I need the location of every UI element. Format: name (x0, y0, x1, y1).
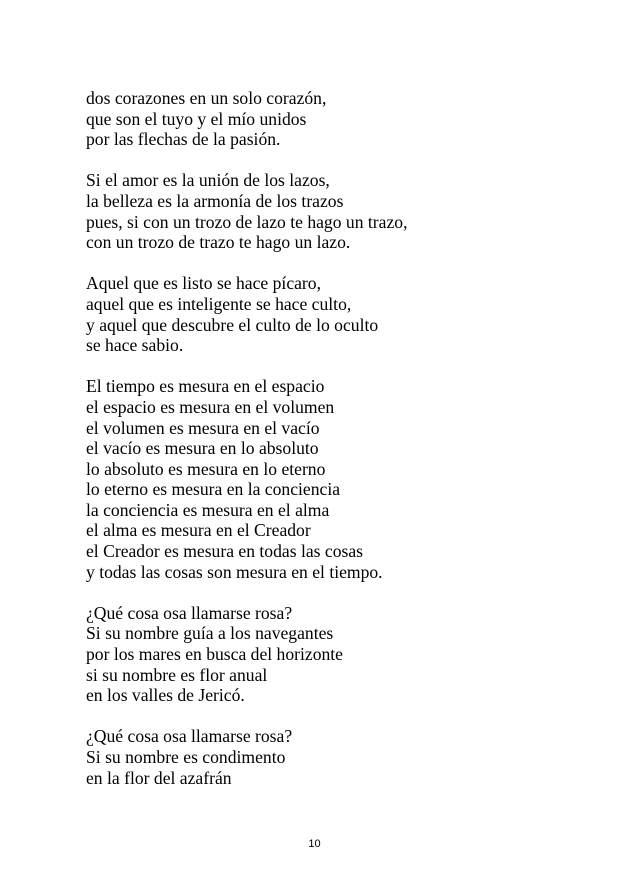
poem-line: El tiempo es mesura en el espacio (86, 376, 325, 397)
poem-line: si su nombre es flor anual (86, 664, 268, 685)
poem-line: en los valles de Jericó. (86, 685, 245, 706)
poem-line: dos corazones en un solo corazón, (86, 88, 327, 108)
stanza-2 (86, 170, 606, 252)
poem-body (86, 88, 606, 788)
stanza-4 (86, 376, 606, 582)
poem-line: el espacio es mesura en el volumen (86, 396, 335, 417)
stanza-1 (86, 88, 606, 150)
poem-line: en la flor del azafrán (86, 767, 232, 788)
poem-line: el alma es mesura en el Creador (86, 520, 311, 541)
poem-line: lo eterno es mesura en la conciencia (86, 479, 341, 500)
poem-line: la belleza es la armonía de los trazos (86, 190, 344, 211)
poem-line: el Creador es mesura en todas las cosas (86, 541, 364, 562)
poem-line: aquel que es inteligente se hace culto, (86, 293, 352, 314)
stanza-5 (86, 603, 606, 706)
poem-line: el vacío es mesura en lo absoluto (86, 438, 319, 459)
poem-line: Si el amor es la unión de los lazos, (86, 170, 330, 191)
page-number: 10 (308, 838, 321, 850)
poem-line: ¿Qué cosa osa llamarse rosa? (86, 602, 293, 623)
poem-line: pues, si con un trozo de lazo te hago un trazo, (86, 211, 408, 232)
poem-line: la conciencia es mesura en el alma (86, 499, 330, 520)
poem-line: el volumen es mesura en el vacío (86, 417, 320, 438)
poem-line: y aquel que descubre el culto de lo oculto (86, 314, 379, 335)
poem-line: se hace sabio. (86, 335, 184, 356)
poem-line: que son el tuyo y el mío unidos (86, 108, 307, 129)
poem-line: por las flechas de la pasión. (86, 129, 281, 150)
poem-line: Aquel que es listo se hace pícaro, (86, 273, 321, 294)
stanza-6 (86, 726, 606, 788)
poem-line: ¿Qué cosa osa llamarse rosa? (86, 726, 293, 747)
poem-line: por los mares en busca del horizonte (86, 644, 343, 665)
poem-line: Si su nombre es condimento (86, 747, 286, 767)
stanza-3 (86, 273, 606, 355)
poem-line: con un trozo de trazo te hago un lazo. (86, 232, 351, 253)
poem-line: lo absoluto es mesura en lo eterno (86, 458, 326, 479)
poem-line: Si su nombre guía a los navegantes (86, 623, 334, 644)
poem-line: y todas las cosas son mesura en el tiempo. (86, 561, 383, 582)
